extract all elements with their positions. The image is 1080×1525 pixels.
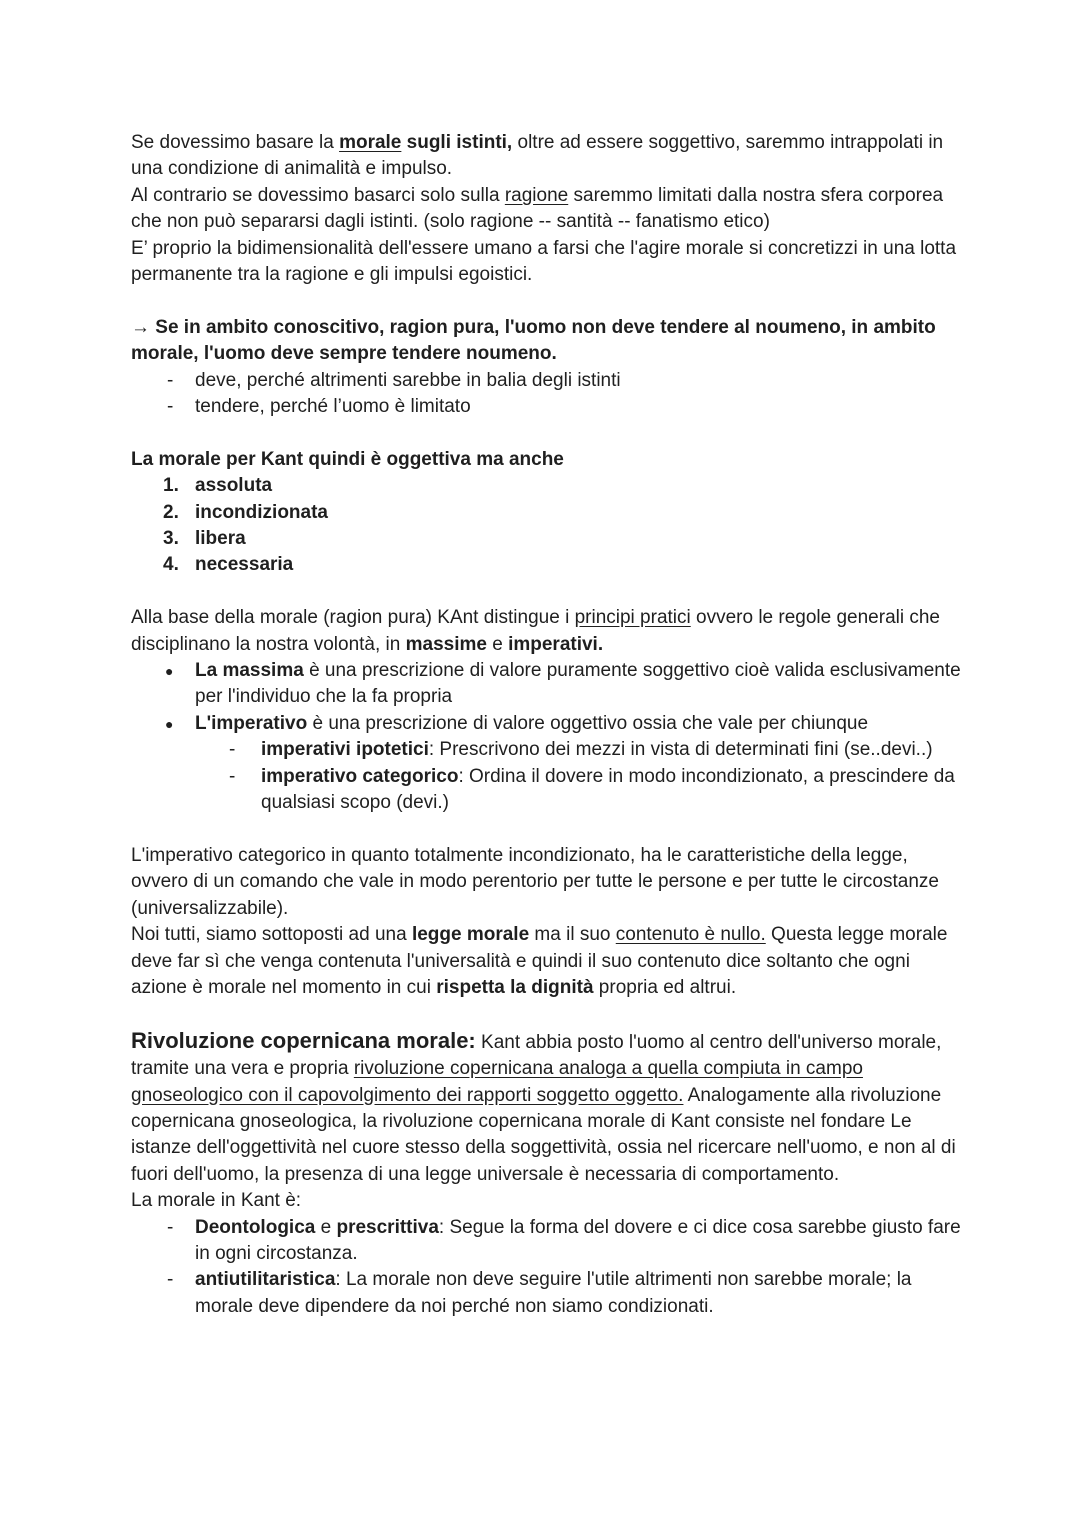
paragraph-bidimensionalita: E’ proprio la bidimensionalità dell'essere umano a farsi che l'agire morale si concretizzi in una lotta permanente tra la ragione e gli impulsi egoistici.	[131, 237, 957, 286]
list-item: - Deontologica e prescrittiva: Segue la forma del dovere e ci dice cosa sarebbe giusto fare in ogni circostanza.	[131, 1215, 961, 1268]
bullet-list-principi	[131, 658, 961, 816]
paragraph-legge-morale: Noi tutti, siamo sottoposti ad una legge morale ma il suo contenuto è nullo. Questa legge morale deve far sì che venga contenuta l'universalità e quindi il suo contenuto dice soltanto che ogni azione è morale nel momento in cui rispetta la dignità propria ed altrui.	[131, 924, 948, 998]
paragraph-imperativo-categorico: L'imperativo categorico in quanto totalmente incondizionato, ha le caratteristiche della legge, ovvero di un comando che vale in modo perentorio per tutte le persone e per tutte le circostanze (universalizzabile).	[131, 844, 939, 919]
dash-list-noumeno	[131, 368, 961, 421]
list-item: ● La massima è una prescrizione di valore puramente soggettivo cioè valida esclusivamente per l'individuo che la fa propria	[131, 658, 961, 711]
list-item: 1. assoluta	[163, 475, 273, 497]
list-item: 3. libera	[163, 528, 246, 550]
list-item: - imperativi ipotetici: Prescrivono dei mezzi in vista di determinati fini (se..devi..)	[195, 737, 961, 763]
paragraph-ragione: Al contrario se dovessimo basarci solo sulla ragione saremmo limitati dalla nostra sfera corporea che non può separarsi dagli istinti. (solo ragione -- santità -- fanatismo etico)	[131, 184, 944, 233]
paragraph-istinti: Se dovessimo basare la morale sugli istinti, oltre ad essere soggettivo, saremmo intrappolati in una condizione di animalità e impulso.	[131, 132, 944, 180]
term-contenuto-nullo: contenuto è nullo.	[615, 924, 766, 946]
list-item: 2. incondizionata	[163, 501, 328, 523]
numbered-list	[131, 473, 961, 579]
list-item: - deve, perché altrimenti sarebbe in balia degli istinti	[131, 368, 961, 394]
paragraph-rivoluzione: Rivoluzione copernicana morale: Kant abbia posto l'uomo al centro dell'universo morale, tramite una vera e propria rivoluzione copernicana analoga a quella compiuta in campo gnoseologico con il capovolgimento dei rapporti soggetto oggetto. Analogamente alla rivoluzione copernicana gnoseologica, la rivoluzione copernicana morale di Kant consiste nel fondare Le istanze dell'oggettività nel cuore stesso della soggettività, ossia nel ricercare nell'uomo, e non al di fuori dell'uomo, la presenza di una legge universale è necessaria di comportamento.	[131, 1027, 956, 1185]
list-item: - tendere, perché l’uomo è limitato	[131, 394, 961, 420]
sub-list-imperativi	[195, 737, 961, 816]
section-heading: Rivoluzione copernicana morale:	[131, 1027, 476, 1053]
term-ragione: ragione	[504, 184, 569, 206]
paragraph-principi-pratici: Alla base della morale (ragion pura) KAnt distingue i principi pratici ovvero le regole generali che disciplinano la nostra volontà, in massime e imperativi.	[131, 607, 940, 655]
document-page	[131, 130, 961, 1320]
list-item: ● L'imperativo è una prescrizione di valore oggettivo ossia che vale per chiunque - imperativi ipotetici: Prescrivono dei mezzi in vista di determinati fini (se..devi..) - imperativo categorico: Ordina il dovere in modo incondizionato, a prescindere da qualsiasi scopo (devi.)	[131, 711, 961, 817]
paragraph-noumeno: → Se in ambito conoscitivo, ragion pura, l'uomo non deve tendere al noumeno, in ambito morale, l'uomo deve sempre tendere noumeno.	[131, 316, 936, 365]
term-principi-pratici: principi pratici	[574, 607, 691, 629]
list-item: - antiutilitaristica: La morale non deve seguire l'utile altrimenti non sarebbe morale; la morale deve dipendere da noi perché non siamo condizionati.	[131, 1267, 961, 1320]
list-item: 4. necessaria	[163, 554, 294, 576]
paragraph-morale-kant: La morale in Kant è:	[131, 1190, 302, 1212]
paragraph-morale-oggettiva: La morale per Kant quindi è oggettiva ma anche	[131, 448, 564, 470]
term-morale: morale	[339, 132, 402, 153]
list-item: - imperativo categorico: Ordina il dovere in modo incondizionato, a prescindere da qualsiasi scopo (devi.)	[195, 764, 961, 817]
dash-list-morale-kant	[131, 1215, 961, 1321]
